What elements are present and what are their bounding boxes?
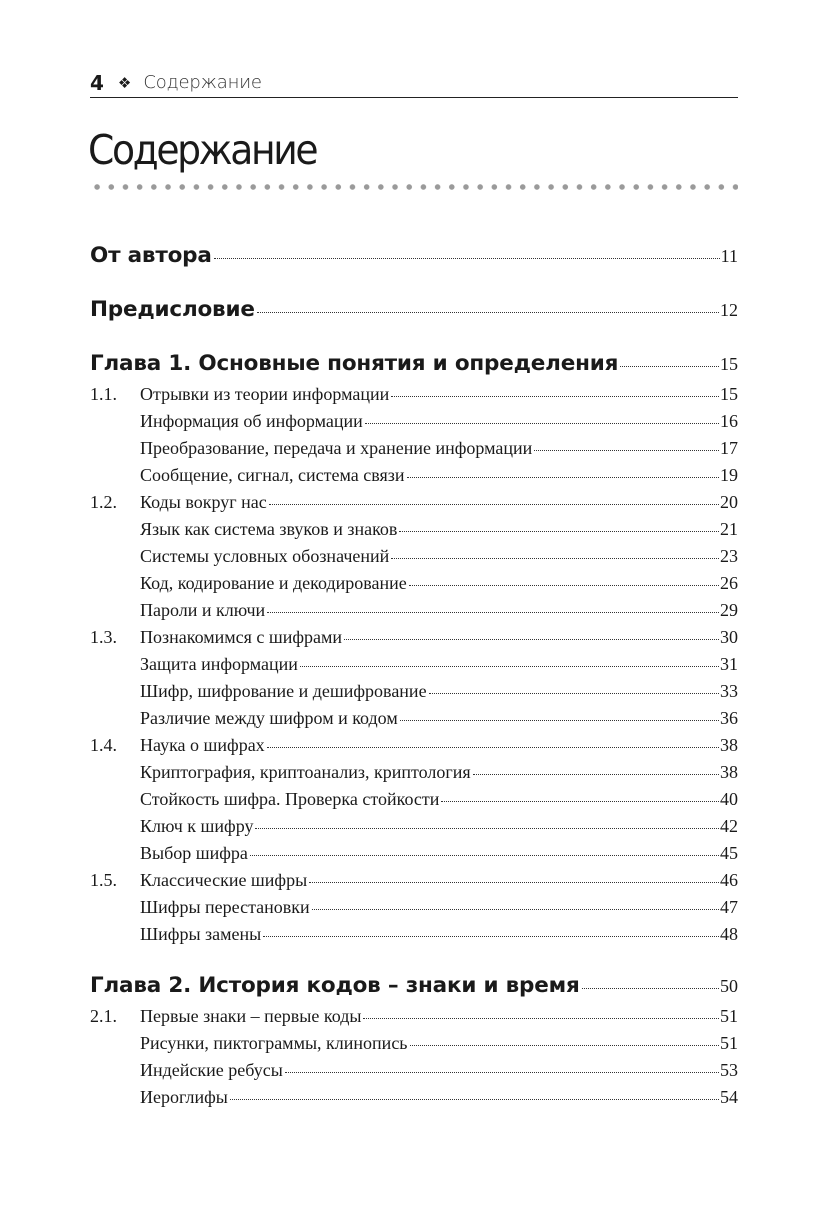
toc-page-number: 21 [720, 519, 738, 539]
toc-entry [90, 897, 738, 924]
toc-page-number: 20 [720, 492, 738, 512]
toc-section-number: 1.1. [90, 384, 117, 404]
toc-entry [90, 1033, 738, 1060]
toc-entry-title: Различие между шифром и кодом [140, 708, 398, 728]
toc-page-number: 15 [720, 384, 738, 404]
toc-entry [90, 870, 738, 897]
dot-leader [344, 639, 719, 640]
dot-leader [214, 258, 720, 259]
toc-page-number: 38 [720, 762, 738, 782]
dot-leader [257, 312, 719, 313]
toc-section-number: 1.5. [90, 870, 117, 890]
dot-leader [410, 1045, 719, 1046]
toc-entry [90, 1087, 738, 1114]
dot-leader [582, 988, 719, 989]
toc-entry [90, 924, 738, 951]
toc-page-number: 19 [720, 465, 738, 485]
toc-entry [90, 816, 738, 843]
dot-leader [300, 666, 719, 667]
toc-entry-title: Криптография, криптоанализ, криптология [140, 762, 471, 782]
dot-leader [250, 855, 719, 856]
dot-leader [429, 693, 719, 694]
toc-entry [90, 465, 738, 492]
dot-leader [255, 828, 719, 829]
toc-entry [90, 384, 738, 411]
toc-page-number: 29 [720, 600, 738, 620]
toc-entry [90, 973, 738, 1000]
toc-entry [90, 243, 738, 270]
toc-entry-title: Системы условных обозначений [140, 546, 390, 566]
toc-chapter-title: Глава 1. Основные понятия и определения [90, 351, 619, 376]
toc-page-number: 40 [720, 789, 738, 809]
toc-page-number: 50 [720, 976, 738, 996]
toc-entry [90, 1060, 738, 1087]
toc-entry [90, 681, 738, 708]
toc-section-number: 1.4. [90, 735, 117, 755]
toc-page-number: 26 [720, 573, 738, 593]
toc-entry [90, 297, 738, 324]
toc-page-number: 47 [720, 897, 738, 917]
page-number: 4 [90, 71, 104, 95]
toc-page-number: 31 [720, 654, 738, 674]
toc-entry-title: Классические шифры [140, 870, 308, 890]
dot-leader [407, 477, 719, 478]
toc-section-number: 1.3. [90, 627, 117, 647]
toc-chapter-title: Предисловие [90, 297, 255, 322]
toc-entry-title: Защита информации [140, 654, 298, 674]
toc-section-number: 1.2. [90, 492, 117, 512]
toc-entry [90, 1006, 738, 1033]
toc-page-number: 33 [720, 681, 738, 701]
toc-entry [90, 843, 738, 870]
dot-leader [263, 936, 719, 937]
toc-entry-title: Познакомимся с шифрами [140, 627, 343, 647]
toc-entry [90, 492, 738, 519]
toc-entry [90, 708, 738, 735]
toc-page-number: 36 [720, 708, 738, 728]
toc-page-number: 15 [720, 354, 738, 374]
toc-chapter-title: От автора [90, 243, 212, 268]
dot-leader [409, 585, 719, 586]
toc-page-number: 45 [720, 843, 738, 863]
page-title: Содержание [88, 126, 317, 174]
toc-page-number: 42 [720, 816, 738, 836]
toc-entry-title: Язык как система звуков и знаков [140, 519, 398, 539]
toc-entry-title: Ключ к шифру [140, 816, 254, 836]
toc-page-number: 53 [720, 1060, 738, 1080]
dot-leader [285, 1072, 719, 1073]
dot-leader [534, 450, 719, 451]
toc-page-number: 30 [720, 627, 738, 647]
toc-section-number: 2.1. [90, 1006, 117, 1026]
toc-entry-title: Выбор шифра [140, 843, 248, 863]
dot-leader [441, 801, 719, 802]
dot-leader [230, 1099, 719, 1100]
toc-entry-title: Рисунки, пиктограммы, клинопись [140, 1033, 408, 1053]
toc-entry-title: Преобразование, передача и хранение информации [140, 438, 533, 458]
dot-leader [363, 1018, 719, 1019]
toc-page-number: 54 [720, 1087, 738, 1107]
toc-entry [90, 789, 738, 816]
toc-entry [90, 519, 738, 546]
dot-leader [269, 504, 719, 505]
toc-entry-title: Сообщение, сигнал, система связи [140, 465, 405, 485]
running-header [90, 70, 738, 98]
dot-leader [267, 612, 719, 613]
dot-leader [473, 774, 719, 775]
toc-entry-title: Код, кодирование и декодирование [140, 573, 407, 593]
toc-page-number: 16 [720, 411, 738, 431]
toc-entry-title: Пароли и ключи [140, 600, 266, 620]
toc-entry-title: Шифры замены [140, 924, 262, 944]
dot-leader [620, 366, 719, 367]
toc-entry-title: Отрывки из теории информации [140, 384, 390, 404]
toc-entry-title: Шифр, шифрование и дешифрование [140, 681, 427, 701]
dotted-divider [90, 183, 738, 191]
toc-page-number: 11 [720, 246, 738, 266]
dot-leader [391, 396, 719, 397]
toc-page-number: 23 [720, 546, 738, 566]
toc-page-number: 12 [720, 300, 738, 320]
toc-entry [90, 600, 738, 627]
toc-entry [90, 735, 738, 762]
toc-page-number: 48 [720, 924, 738, 944]
toc-entry-title: Шифры перестановки [140, 897, 310, 917]
toc-entry-title: Коды вокруг нас [140, 492, 267, 512]
toc-chapter-title: Глава 2. История кодов – знаки и время [90, 973, 580, 998]
toc-page-number: 51 [720, 1033, 738, 1053]
toc-entry-title: Информация об информации [140, 411, 363, 431]
running-header-title: Содержание [143, 72, 262, 93]
toc-entry [90, 654, 738, 681]
dot-leader [267, 747, 719, 748]
dot-leader [309, 882, 719, 883]
toc-entry [90, 762, 738, 789]
toc-entry [90, 351, 738, 378]
diamond-ornament-icon: ❖ [117, 74, 132, 92]
toc-page-number: 46 [720, 870, 738, 890]
toc-page-number: 17 [720, 438, 738, 458]
dot-leader [400, 720, 719, 721]
toc-page-number: 38 [720, 735, 738, 755]
toc-entry-title: Наука о шифрах [140, 735, 265, 755]
dot-leader [365, 423, 719, 424]
toc-entry-title: Иероглифы [140, 1087, 228, 1107]
toc-entry-title: Стойкость шифра. Проверка стойкости [140, 789, 440, 809]
toc-entry-title: Первые знаки – первые коды [140, 1006, 362, 1026]
dot-leader [312, 909, 719, 910]
toc-page-number: 51 [720, 1006, 738, 1026]
toc-entry [90, 627, 738, 654]
toc-entry-title: Индейские ребусы [140, 1060, 283, 1080]
toc-entry [90, 438, 738, 465]
toc-entry [90, 411, 738, 438]
toc-entry [90, 573, 738, 600]
toc-entry [90, 546, 738, 573]
dot-leader [399, 531, 719, 532]
dot-leader [391, 558, 719, 559]
